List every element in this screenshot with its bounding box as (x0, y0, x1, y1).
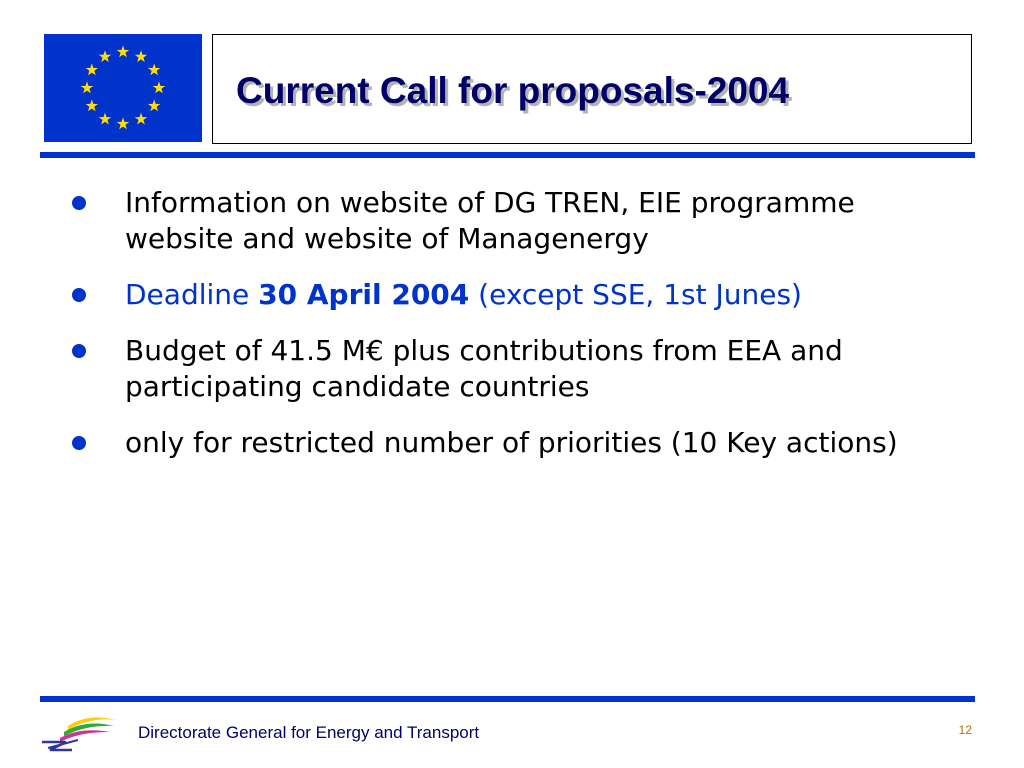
bullet-item (70, 425, 970, 461)
dg-tren-logo-icon (38, 712, 118, 758)
eu-star-icon (135, 113, 147, 125)
deadline-prefix: Deadline (125, 278, 259, 311)
deadline-suffix: (except SSE, 1st Junes) (469, 278, 802, 311)
deadline-date: 30 April 2004 (258, 278, 470, 311)
eu-star-icon (99, 113, 111, 125)
footer-text: Directorate General for Energy and Transport (138, 723, 480, 742)
eu-star-icon (117, 46, 129, 58)
eu-flag-stars (44, 34, 202, 142)
footer-divider (40, 696, 975, 702)
bullet-item (70, 185, 970, 257)
header-divider (40, 152, 975, 158)
bullet-text: Budget of 41.5 M€ plus contributions from EEA and participating candidate countries (125, 334, 843, 403)
bullet-dot-icon (72, 436, 86, 450)
bullet-item (70, 333, 970, 405)
bullet-item-deadline (70, 277, 970, 313)
eu-star-icon (99, 50, 111, 62)
eu-star-icon (117, 118, 129, 130)
eu-star-icon (86, 100, 98, 112)
bullet-text: only for restricted number of priorities (10 Key actions) (125, 426, 898, 459)
page-number: 12 (958, 723, 972, 737)
eu-star-icon (86, 64, 98, 76)
bullet-list (70, 185, 970, 481)
slide-title: Current Call for proposals-2004 (236, 70, 790, 111)
eu-star-icon (148, 100, 160, 112)
eu-flag-icon (44, 34, 202, 142)
bullet-text: Information on website of DG TREN, EIE programme website and website of Managenergy (125, 186, 855, 255)
bullet-dot-icon (72, 288, 86, 302)
eu-star-icon (135, 50, 147, 62)
eu-star-icon (81, 82, 93, 94)
eu-star-icon (148, 64, 160, 76)
bullet-dot-icon (72, 196, 86, 210)
bullet-dot-icon (72, 344, 86, 358)
eu-star-icon (153, 82, 165, 94)
